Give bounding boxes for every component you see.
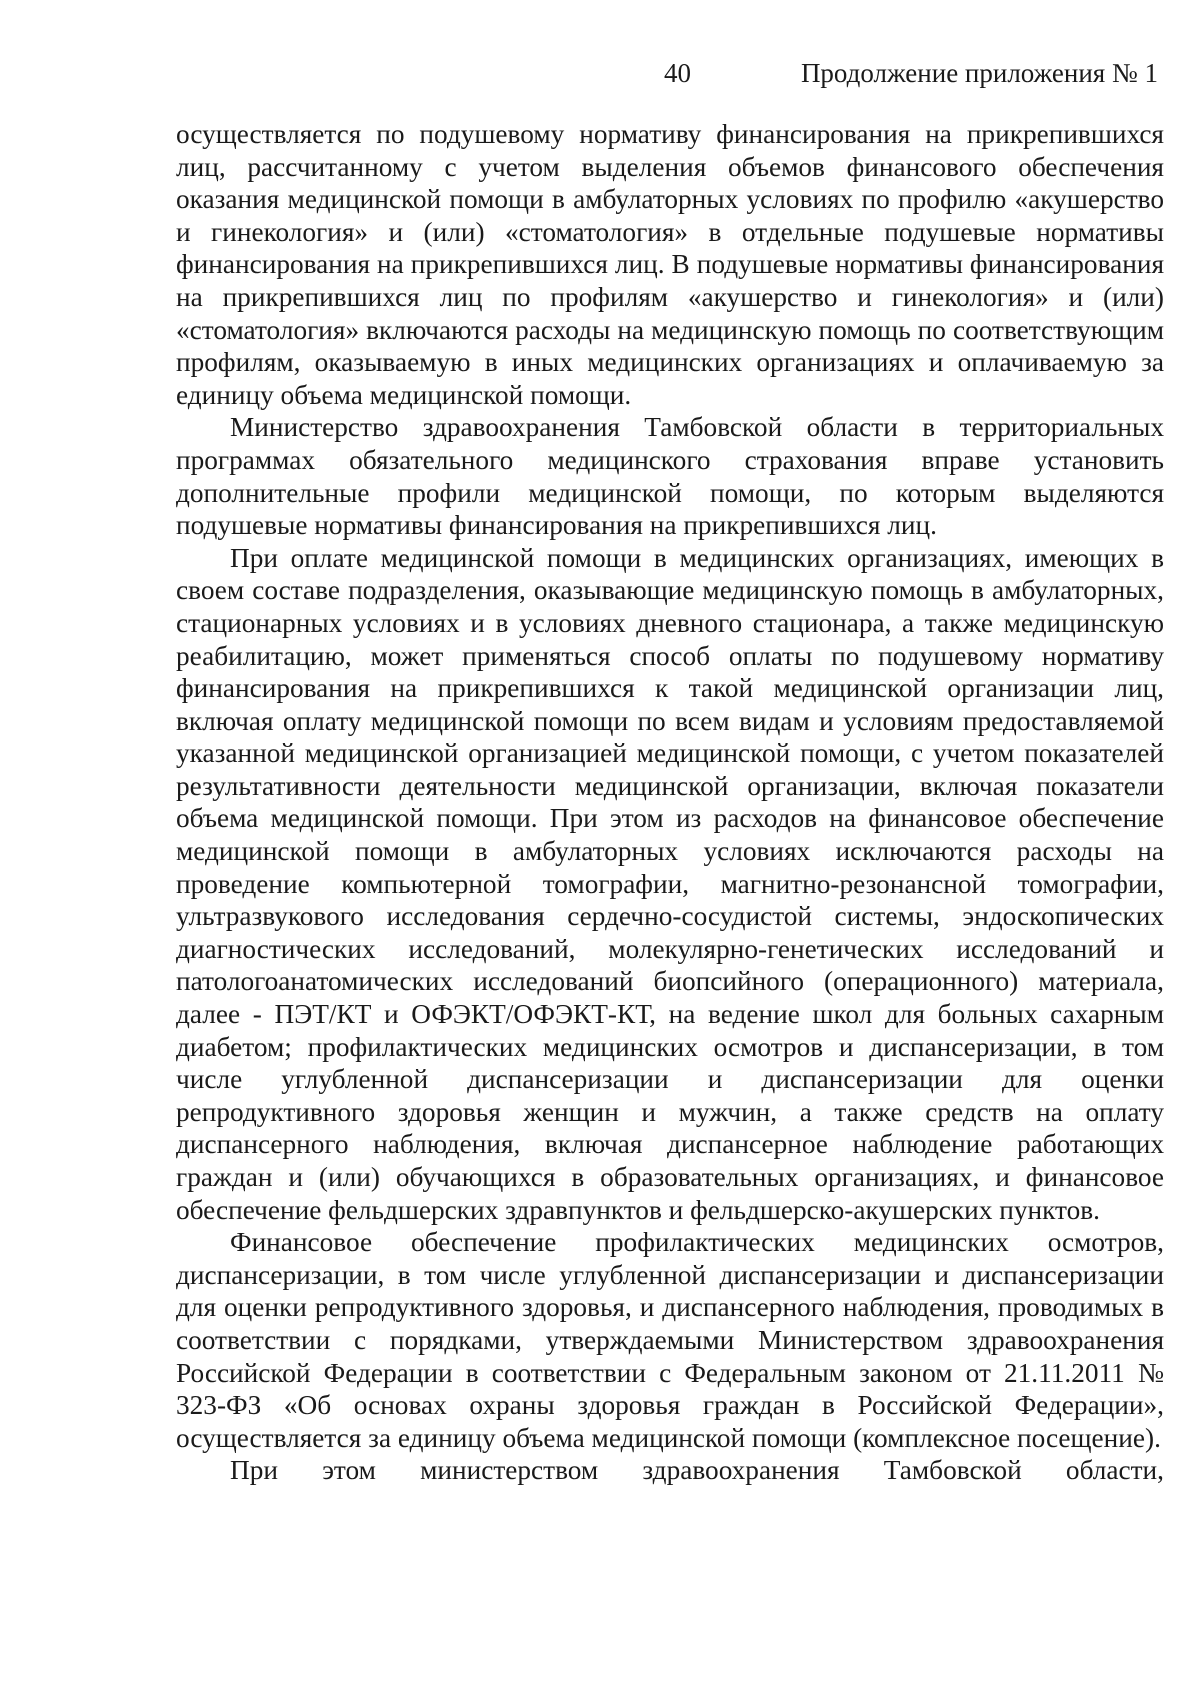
document-body <box>176 118 1164 1487</box>
page-header <box>0 58 1200 98</box>
paragraph-3: При оплате медицинской помощи в медицинских организациях, имеющих в своем составе подразделения, оказывающие медицинскую помощь в амбулаторных, стационарных условиях и в условиях дневного стационара, а также медицинскую реабилитацию, может применяться способ оплаты по подушевому нормативу финансирования на прикрепившихся к такой медицинской организации лиц, включая оплату медицинской помощи по всем видам и условиям предоставляемой указанной медицинской организацией медицинской помощи, с учетом показателей результативности деятельности медицинской организации, включая показатели объема медицинской помощи. При этом из расходов на финансовое обеспечение медицинской помощи в амбулаторных условиях исключаются расходы на проведение компьютерной томографии, магнитно-резонансной томографии, ультразвукового исследования сердечно-сосудистой системы, эндоскопических диагностических исследований, молекулярно-генетических исследований и патологоанатомических исследований биопсийного (операционного) материала, далее - ПЭТ/КТ и ОФЭКТ/ОФЭКТ-КТ, на ведение школ для больных сахарным диабетом; профилактических медицинских осмотров и диспансеризации, в том числе углубленной диспансеризации и диспансеризации для оценки репродуктивного здоровья женщин и мужчин, а также средств на оплату диспансерного наблюдения, включая диспансерное наблюдение работающих граждан и (или) обучающихся в образовательных организациях, и финансовое обеспечение фельдшерских здравпунктов и фельдшерско-акушерских пунктов. <box>176 542 1164 1225</box>
paragraph-2: Министерство здравоохранения Тамбовской области в территориальных программах обязательного медицинского страхования вправе установить дополнительные профили медицинской помощи, по которым выделяются подушевые нормативы финансирования на прикрепившихся лиц. <box>176 412 1164 541</box>
paragraph-4: Финансовое обеспечение профилактических медицинских осмотров, диспансеризации, в том числе углубленной диспансеризации и диспансеризации для оценки репродуктивного здоровья, и диспансерного наблюдения, проводимых в соответствии с порядками, утверждаемыми Министерством здравоохранения Российской Федерации в соответствии с Федеральным законом от 21.11.2011 № 323-ФЗ «Об основах охраны здоровья граждан в Российской Федерации», осуществляется за единицу объема медицинской помощи (комплексное посещение). <box>176 1227 1164 1453</box>
page-number: 40 <box>664 58 691 88</box>
paragraph-5: При этом министерством здравоохранения Тамбовской области, <box>230 1455 1164 1486</box>
paragraph-1: осуществляется по подушевому нормативу финансирования на прикрепившихся лиц, рассчитанному с учетом выделения объемов финансового обеспечения оказания медицинской помощи в амбулаторных условиях по профилю «акушерство и гинекология» и (или) «стоматология» в отдельные подушевые нормативы финансирования на прикрепившихся лиц. В подушевые нормативы финансирования на прикрепившихся лиц по профилям «акушерство и гинекология» и (или) «стоматология» включаются расходы на медицинскую помощь по соответствующим профилям, оказываемую в иных медицинских организациях и оплачиваемую за единицу объема медицинской помощи. <box>176 119 1164 410</box>
appendix-continuation-note: Продолжение приложения № 1 <box>800 58 1158 88</box>
